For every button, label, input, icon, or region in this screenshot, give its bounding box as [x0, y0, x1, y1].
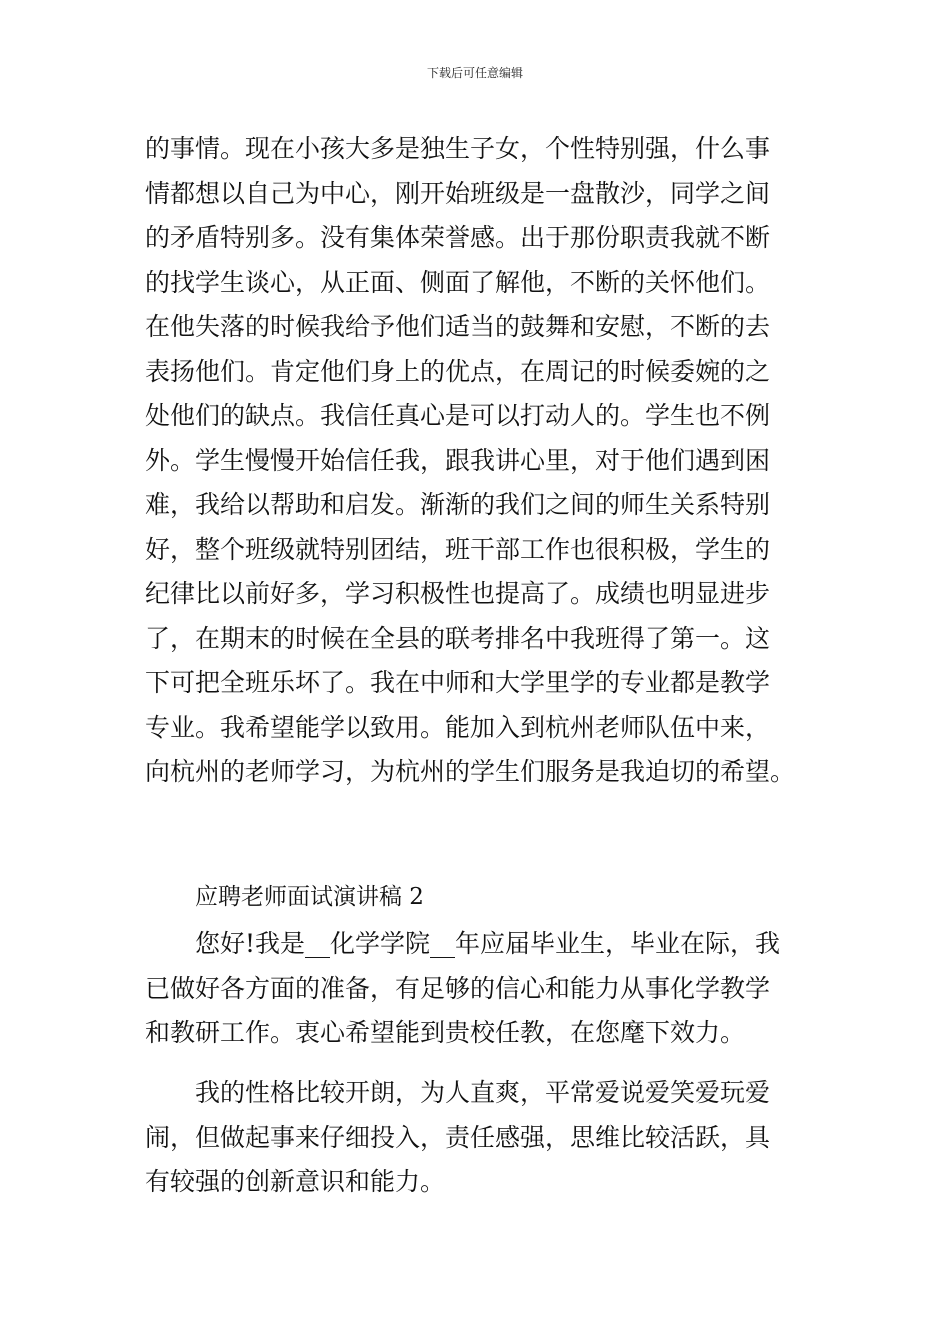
body-text-block-3	[145, 1071, 807, 1205]
text-line: 下可把全班乐坏了。我在中师和大学里学的专业都是教学	[145, 668, 771, 697]
text-line: 的矛盾特别多。没有集体荣誉感。出于那份职责我就不断	[145, 223, 771, 252]
section-heading: 应聘老师面试演讲稿 2	[195, 884, 424, 910]
text-line: 您好!我是__化学学院__年应届毕业生，毕业在际，我	[195, 929, 781, 958]
text-line: 纪律比以前好多，学习积极性也提高了。成绩也明显进步	[145, 579, 771, 608]
text-line: 专业。我希望能学以致用。能加入到杭州老师队伍中来，	[145, 712, 771, 742]
text-line: 有较强的创新意识和能力。	[145, 1167, 446, 1196]
text-line: 处他们的缺点。我信任真心是可以打动人的。学生也不例	[145, 401, 771, 430]
page-header: 下载后可任意编辑	[426, 66, 523, 80]
text-line: 表扬他们。肯定他们身上的优点，在周记的时候委婉的之	[145, 356, 771, 386]
section-heading-block	[145, 875, 807, 920]
text-line: 的找学生谈心，从正面、侧面了解他，不断的关怀他们。	[145, 267, 771, 297]
text-line: 了，在期末的时候在全县的联考排名中我班得了第一。这	[145, 623, 771, 653]
text-line: 我的性格比较开朗，为人直爽，平常爱说爱笑爱玩爱	[195, 1078, 771, 1107]
text-line: 的事情。现在小孩大多是独生子女，个性特别强，什么事	[145, 134, 771, 163]
text-line: 难，我给以帮助和启发。渐渐的我们之间的师生关系特别	[145, 490, 771, 519]
text-line: 好，整个班级就特别团结，班干部工作也很积极，学生的	[145, 534, 771, 564]
text-line: 向杭州的老师学习，为杭州的学生们服务是我迫切的希望。	[145, 757, 796, 786]
text-line: 情都想以自己为中心，刚开始班级是一盘散沙，同学之间	[145, 178, 771, 208]
text-line: 在他失落的时候我给予他们适当的鼓舞和安慰，不断的去	[145, 312, 771, 341]
text-line: 和教研工作。衷心希望能到贵校任教，在您麾下效力。	[145, 1018, 746, 1047]
text-line: 已做好各方面的准备，有足够的信心和能力从事化学教学	[145, 973, 771, 1003]
text-line: 外。学生慢慢开始信任我，跟我讲心里，对于他们遇到困	[145, 445, 771, 475]
body-text-block-2	[145, 922, 807, 1056]
body-text-block-1	[145, 127, 807, 795]
text-line: 闹，但做起事来仔细投入，责任感强，思维比较活跃，具	[145, 1122, 771, 1152]
